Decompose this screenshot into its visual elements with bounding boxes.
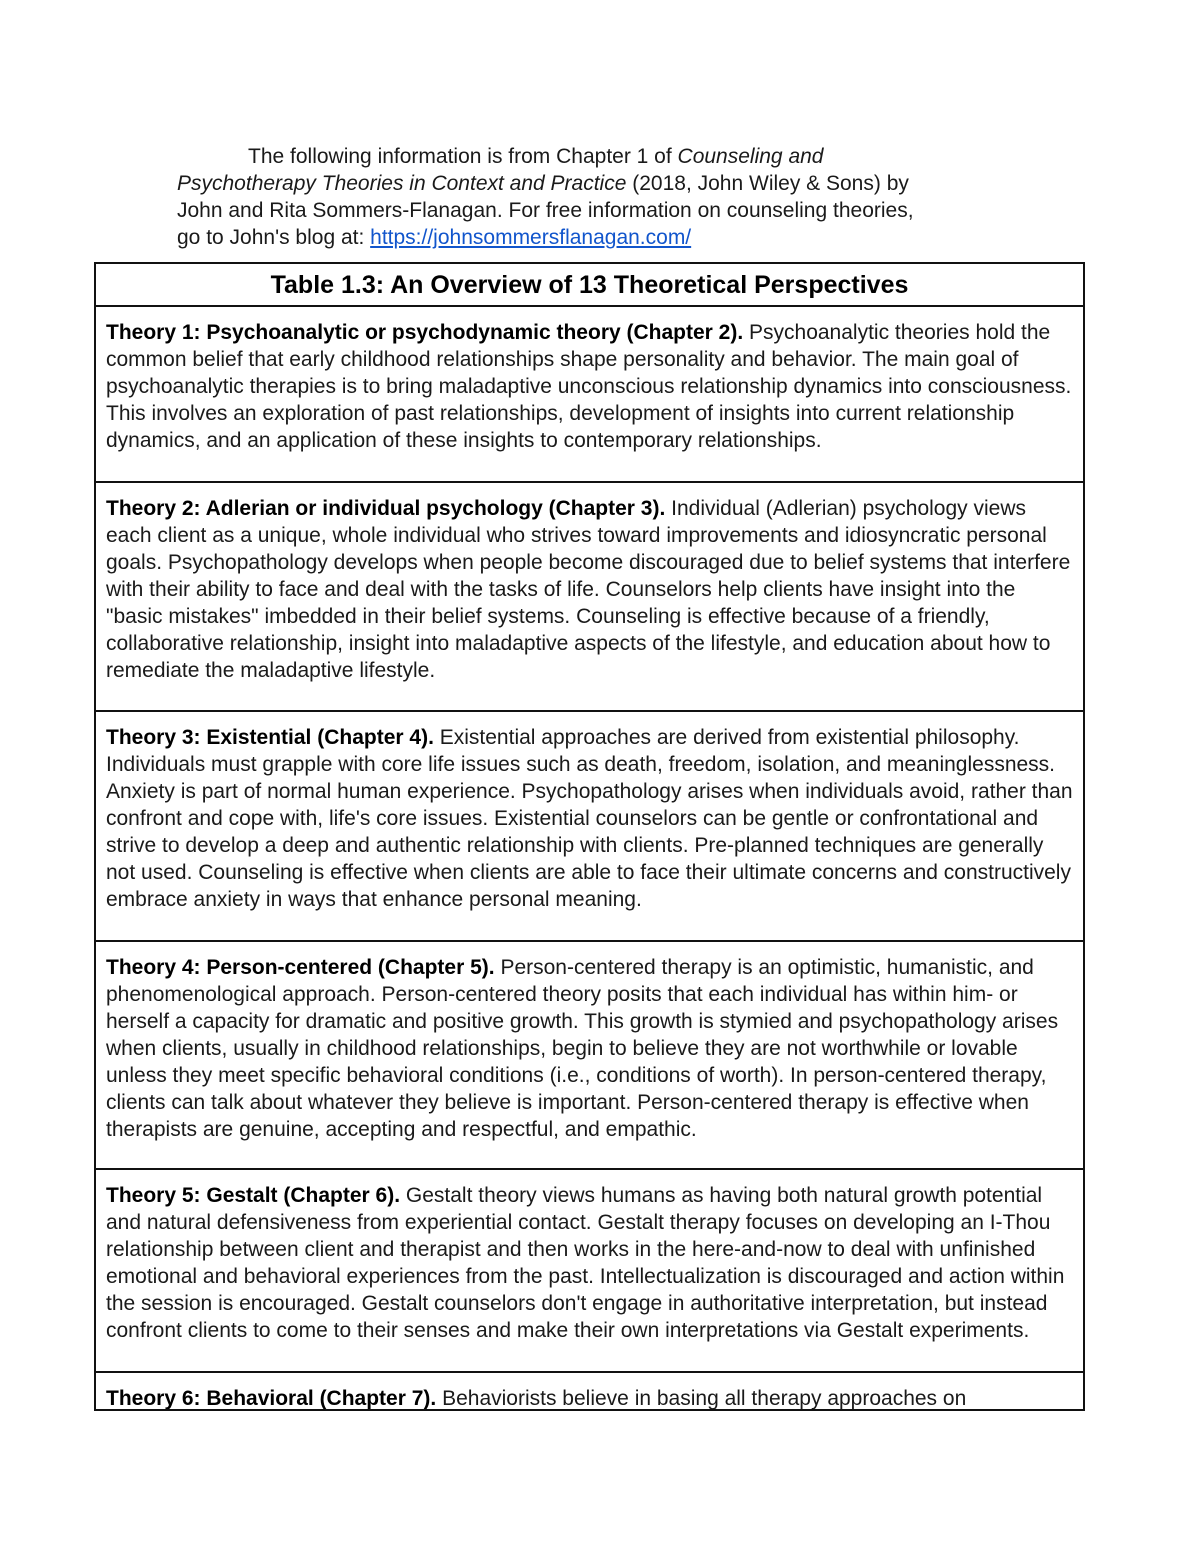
intro-line-3: John and Rita Sommers-Flanagan. For free information on counseling theories,	[177, 199, 914, 222]
theory-row-5	[96, 1170, 1083, 1373]
theory-row-2	[96, 483, 1083, 712]
theory-description: Individual (Adlerian) psychology views each client as a unique, whole individual who strives toward improvements and idiosyncratic personal goals. Psychopathology develops when people become discouraged due to belief systems that interfere with their ability to face and deal with the tasks of life. Counselors help clients have insight into the "basic mistakes" imbedded in their belief systems. Counseling is effective because of a friendly, collaborative relationship, insight into maladaptive aspects of the lifestyle, and education about how to remediate the maladaptive lifestyle.	[106, 497, 1071, 682]
theory-description: Behaviorists believe in basing all therapy approaches on	[442, 1387, 967, 1409]
theory-heading: Theory 3: Existential (Chapter 4).	[106, 726, 440, 749]
theory-description: Existential approaches are derived from existential philosophy. Individuals must grapple with core life issues such as death, freedom, isolation, and meaninglessness. Anxiety is part of normal human experience. Psychopathology arises when individuals avoid, rather than confront and cope with, life's core issues. Existential counselors can be gentle or confrontational and strive to develop a deep and authentic relationship with clients. Pre-planned techniques are generally not used. Counseling is effective when clients are able to face their ultimate concerns and constructively embrace anxiety in ways that enhance personal meaning.	[106, 726, 1073, 911]
intro-line-1	[177, 143, 1027, 170]
theory-heading: Theory 6: Behavioral (Chapter 7).	[106, 1387, 443, 1409]
theory-heading: Theory 4: Person-centered (Chapter 5).	[106, 956, 501, 979]
theory-description: Person-centered therapy is an optimistic, humanistic, and phenomenological approach. Person-centered theory posits that each individual has within him- or herself a capacity for dramatic and positive growth. This growth is stymied and psychopathology arises when clients, usually in childhood relationships, begin to believe they are not worthwhile or lovable unless they meet specific behavioral conditions (i.e., conditions of worth). In person-centered therapy, clients can talk about whatever they believe is important. Person-centered therapy is effective when therapists are genuine, accepting and respectful, and empathic.	[106, 956, 1059, 1141]
publication-info: (2018, John Wiley & Sons) by	[626, 172, 909, 195]
theory-description: Psychoanalytic theories hold the common belief that early childhood relationships shape personality and behavior. The main goal of psychoanalytic therapies is to bring maladaptive unconscious relationship dynamics into consciousness. This involves an exploration of past relationships, development of insights into current relationship dynamics, and an application of these insights to contemporary relationships.	[106, 321, 1072, 452]
theory-row-6	[96, 1373, 1083, 1409]
table-title: Table 1.3: An Overview of 13 Theoretical Perspectives	[96, 264, 1083, 307]
theory-row-4	[96, 942, 1083, 1170]
theory-row-1	[96, 307, 1083, 483]
book-title-part-2: Psychotherapy Theories in Context and Practice	[177, 172, 627, 195]
theories-table	[94, 262, 1085, 1411]
blog-link[interactable]: https://johnsommersflanagan.com/	[370, 226, 692, 249]
theory-row-3	[96, 712, 1083, 942]
blog-prompt: go to John's blog at:	[177, 226, 371, 249]
theory-heading: Theory 1: Psychoanalytic or psychodynamic theory (Chapter 2).	[106, 321, 750, 344]
intro-paragraph	[177, 143, 1027, 251]
intro-line-2	[177, 170, 1027, 197]
intro-line-4	[177, 224, 1027, 251]
book-title-part-1: Counseling and	[677, 145, 824, 168]
intro-text: The following information is from Chapter 1 of	[248, 145, 678, 168]
theory-description: Gestalt theory views humans as having both natural growth potential and natural defensiveness from experiential contact. Gestalt therapy focuses on developing an I-Thou relationship between client and therapist and then works in the here-and-now to deal with unfinished emotional and behavioral experiences from the past. Intellectualization is discouraged and action within the session is encouraged. Gestalt counselors don't engage in authoritative interpretation, but instead confront clients to come to their senses and make their own interpretations via Gestalt experiments.	[106, 1184, 1065, 1342]
theory-heading: Theory 2: Adlerian or individual psychology (Chapter 3).	[106, 497, 672, 520]
theory-heading: Theory 5: Gestalt (Chapter 6).	[106, 1184, 406, 1207]
